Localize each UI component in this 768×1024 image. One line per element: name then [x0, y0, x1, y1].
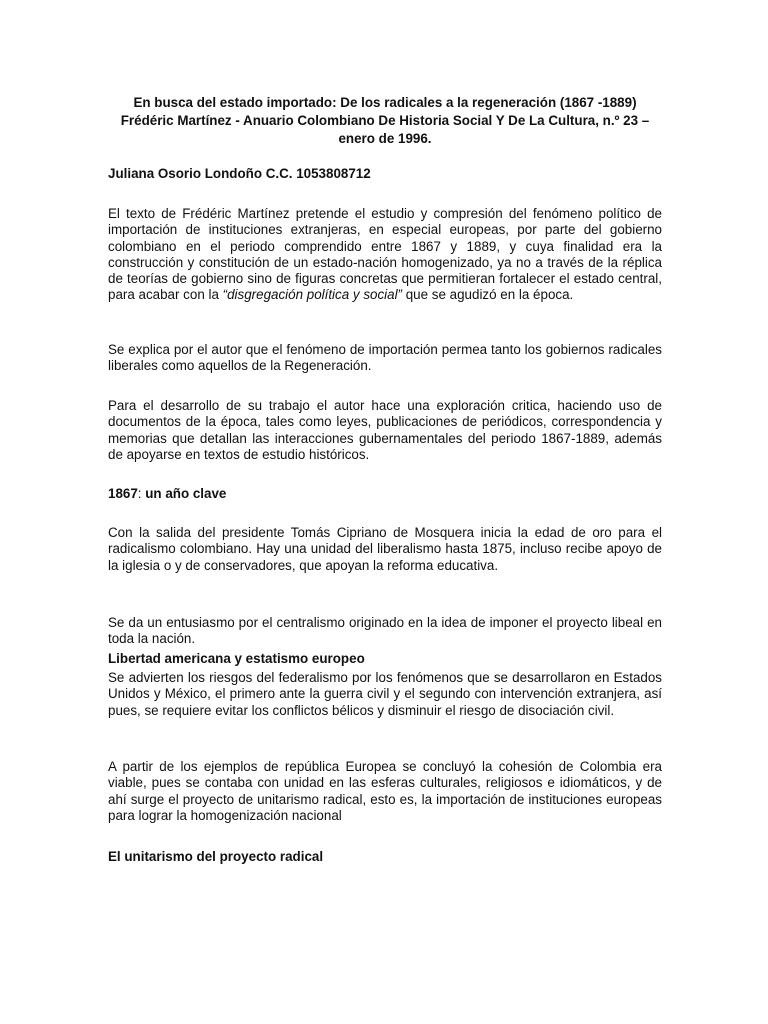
author-line: Juliana Osorio Londoño C.C. 1053808712	[108, 166, 371, 181]
paragraph-centralism: Se da un entusiasmo por el centralismo originado en la idea de imponer el proyecto libeal en toda la nación.	[108, 615, 662, 647]
heading-colon: :	[137, 486, 142, 501]
heading-year: 1867	[108, 486, 138, 501]
heading-rest: un año clave	[141, 486, 227, 501]
paragraph-europe: A partir de los ejemplos de república Europea se concluyó la cohesión de Colombia era viable, pues se contaba con unidad en las esferas culturales, religiosos e idiomáticos, y de ahí surge el proyecto de unitarismo radical, esto es, la importación de instituciones europeas para lograr la homogenización nacional	[108, 759, 662, 823]
paragraph-intro-text: El texto de Frédéric Martínez pretende el estudio y compresión del fenómeno político de importación de instituciones extranjeras, en especial europeas, por parte del gobierno colombiano en el periodo comprendido entre 1867 y 1889, y cuya finalidad era la construcción y constitución de un estado-nación homogenizado, ya no a través de la réplica de teorías de gobierno sino de figuras concretas que permitieran fortalecer el estado central, para acabar con la	[108, 206, 662, 303]
paragraph-methodology: Para el desarrollo de su trabajo el autor hace una exploración critica, haciendo uso de documentos de la época, tales como leyes, publicaciones de periódicos, correspondencia y memorias que detallan las interacciones gubernamentales del periodo 1867-1889, además de apoyarse en textos de estudio históricos.	[108, 398, 662, 462]
section-heading-libertad: Libertad americana y estatismo europeo	[108, 651, 365, 666]
title-line-2: Frédéric Martínez - Anuario Colombiano De Historia Social Y De La Cultura, n.º 23 –	[120, 113, 650, 128]
paragraph-mosquera: Con la salida del presidente Tomás Cipriano de Mosquera inicia la edad de oro para el radicalismo colombiano. Hay una unidad del liberalismo hasta 1875, incluso recibe apoyo de la iglesia o y de conservadores, que apoyan la reforma educativa.	[108, 525, 662, 573]
paragraph-intro	[108, 206, 662, 304]
title-line-3: enero de 1996.	[338, 131, 432, 146]
section-heading-1867	[108, 485, 226, 503]
paragraph-importation: Se explica por el autor que el fenómeno de importación permea tanto los gobiernos radicales liberales como aquellos de la Regeneración.	[108, 342, 662, 374]
title-line-1: En busca del estado importado: De los radicales a la regeneración (1867 -1889)	[133, 95, 637, 110]
document-title	[108, 94, 662, 148]
quoted-phrase: “disgregación política y social”	[222, 287, 403, 303]
section-heading-unitarismo: El unitarismo del proyecto radical	[108, 849, 324, 864]
paragraph-intro-end: que se agudizó en la época.	[402, 287, 574, 303]
paragraph-federalism: Se advierten los riesgos del federalismo por los fenómenos que se desarrollaron en Estados Unidos y México, el primero ante la guerra civil y el segundo con intervención extranjera, así pues, se requiere evitar los conflictos bélicos y disminuir el riesgo de disociación civil.	[108, 670, 662, 718]
